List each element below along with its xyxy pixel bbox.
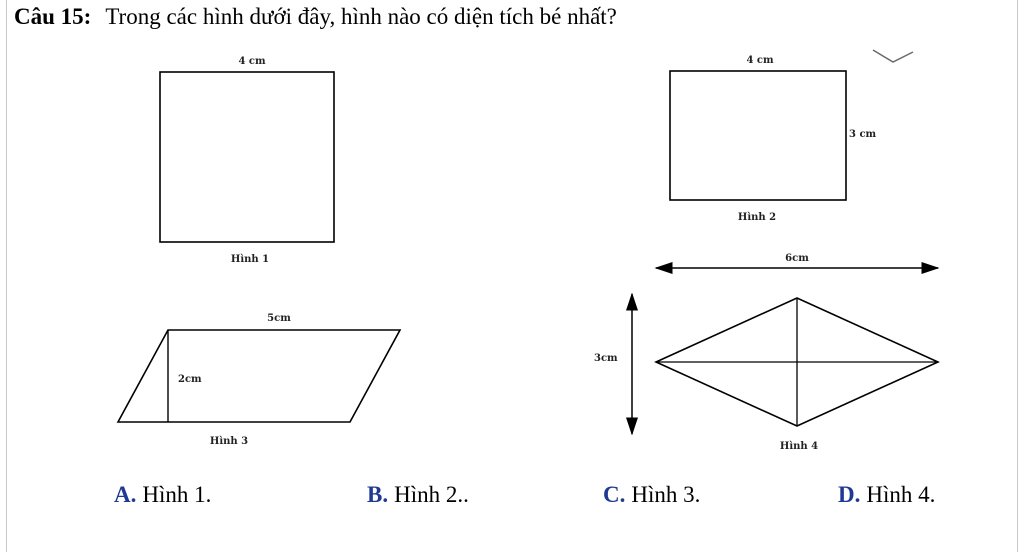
- hinh2-caption: Hình 2: [737, 212, 777, 223]
- hinh3-height-label: 2cm: [178, 374, 202, 385]
- hinh4-caption: Hình 4: [779, 441, 819, 452]
- answer-a[interactable]: [114, 482, 211, 508]
- answer-b-text: Hình 2..: [394, 482, 469, 507]
- answer-d[interactable]: [838, 482, 935, 508]
- answer-c-letter: C.: [603, 482, 626, 507]
- answer-b-letter: B.: [367, 482, 389, 507]
- hinh1-side-label: 4 cm: [238, 56, 266, 67]
- chevron-down-icon: [873, 50, 913, 62]
- hinh2-height-label: 3 cm: [849, 129, 877, 140]
- rectangle-shape: [670, 71, 846, 200]
- answer-d-text: Hình 4.: [866, 482, 936, 507]
- square-shape: [160, 72, 334, 242]
- question-text: Trong các hình dưới đây, hình nào có diện tích bé nhất?: [105, 4, 617, 29]
- hinh3-base-label: 5cm: [267, 313, 291, 324]
- answer-d-letter: D.: [838, 482, 861, 507]
- hinh2-width-label: 4 cm: [746, 55, 774, 66]
- hinh4-diag1-label: 6cm: [785, 253, 809, 264]
- figure-hinh-3: [118, 313, 400, 447]
- question-number: Câu 15:: [14, 4, 92, 29]
- hinh1-caption: Hình 1: [230, 254, 270, 265]
- figure-hinh-2: [670, 55, 877, 223]
- hinh4-diag2-label: 3cm: [594, 353, 618, 364]
- answer-c-text: Hình 3.: [631, 482, 701, 507]
- hinh3-caption: Hình 3: [209, 436, 249, 447]
- figure-hinh-1: [160, 56, 334, 265]
- answer-a-text: Hình 1.: [142, 482, 212, 507]
- parallelogram-shape: [118, 330, 400, 422]
- answer-a-letter: A.: [114, 482, 137, 507]
- answer-b[interactable]: [367, 482, 469, 508]
- answer-c[interactable]: [603, 482, 700, 508]
- figure-hinh-4: [594, 253, 938, 452]
